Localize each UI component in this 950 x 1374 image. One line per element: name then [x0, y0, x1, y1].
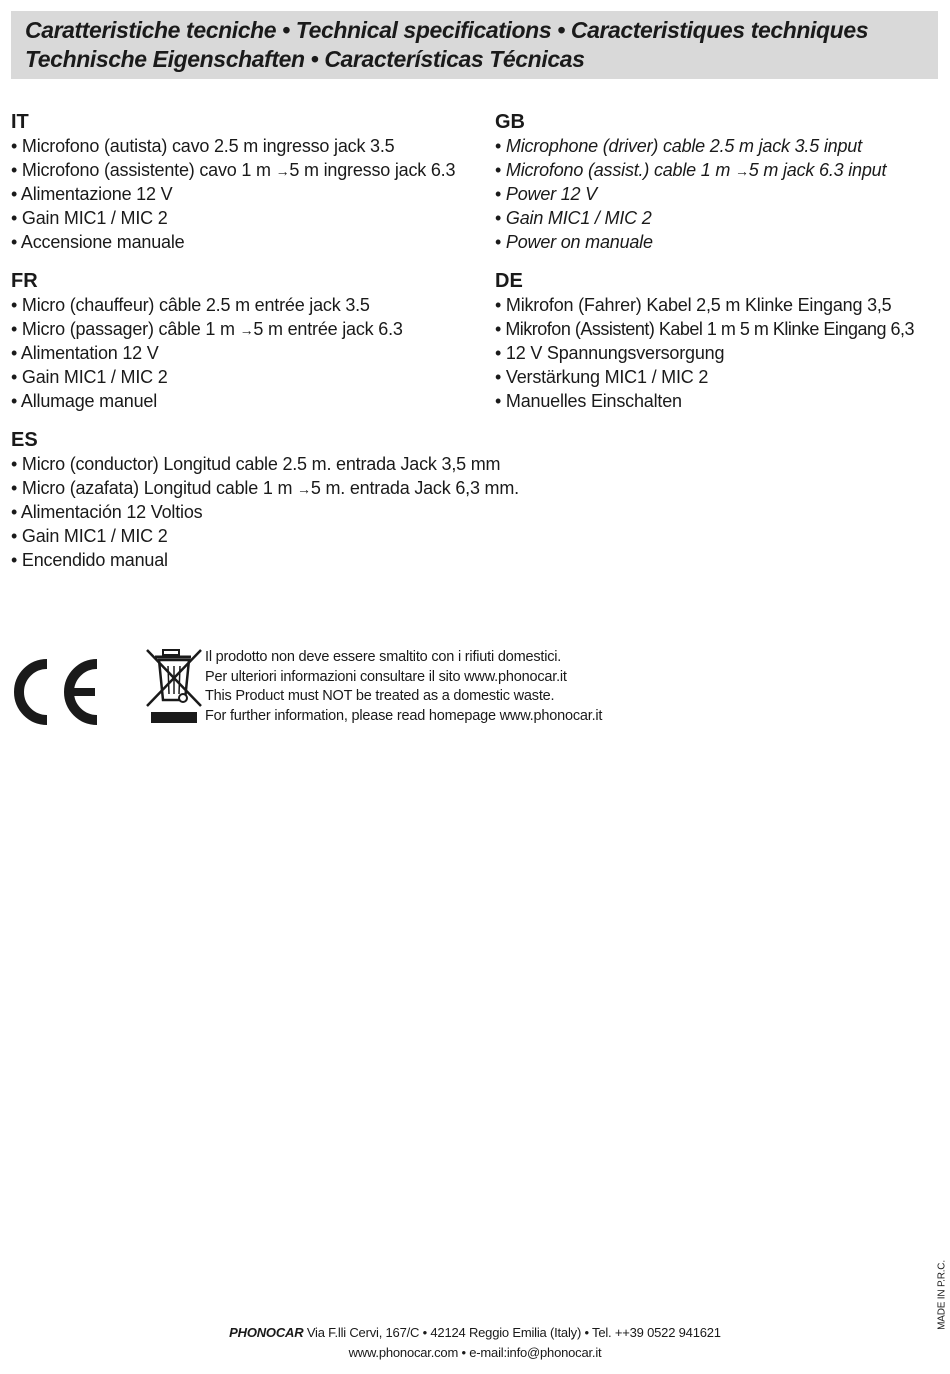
crossed-bin-icon [145, 648, 203, 724]
section-fr [11, 269, 403, 413]
spec-item: • Accensione manuale [11, 230, 455, 254]
section-title-it: IT [11, 111, 29, 133]
arrow-icon: → [734, 163, 749, 179]
spec-item: • Microfono (autista) cavo 2.5 m ingresso jack 3.5 [11, 134, 455, 158]
spec-item: • Micro (chauffeur) câble 2.5 m entrée jack 3.5 [11, 293, 403, 317]
spec-item: • Gain MIC1 / MIC 2 [11, 365, 403, 389]
spec-item: • Gain MIC1 / MIC 2 [11, 524, 519, 548]
spec-item: • Encendido manual [11, 548, 519, 572]
spec-item: • 12 V Spannungsversorgung [495, 341, 914, 365]
footer [0, 1323, 950, 1363]
header-title-line-2: Technische Eigenschaften • Características Técnicas [25, 46, 585, 72]
spec-item: • Mikrofon (Fahrer) Kabel 2,5 m Klinke Eingang 3,5 [495, 293, 914, 317]
spec-item: • Micro (passager) câble 1 m →5 m entrée jack 6.3 [11, 317, 403, 341]
spec-item: • Microphone (driver) cable 2.5 m jack 3.5 input [495, 134, 886, 158]
spec-item: • Alimentation 12 V [11, 341, 403, 365]
spec-item: • Micro (azafata) Longitud cable 1 m →5 m. entrada Jack 6,3 mm. [11, 476, 519, 500]
spec-item: • Microfono (assistente) cavo 1 m →5 m ingresso jack 6.3 [11, 158, 455, 182]
section-title-es: ES [11, 429, 38, 451]
arrow-icon: → [297, 481, 311, 497]
spec-item: • Allumage manuel [11, 389, 403, 413]
disposal-notice-line: Per ulteriori informazioni consultare il sito www.phonocar.it [205, 668, 567, 685]
spec-item: • Alimentazione 12 V [11, 182, 455, 206]
spec-item: • Power on manuale [495, 230, 886, 254]
arrow-icon: → [275, 163, 290, 179]
disposal-notice-line: For further information, please read homepage www.phonocar.it [205, 707, 603, 724]
section-title-gb: GB [495, 111, 525, 133]
section-title-de: DE [495, 270, 523, 292]
header-title-line-1: Caratteristiche tecniche • Technical specifications • Caracteristiques techniques [25, 17, 869, 43]
header-banner [11, 11, 938, 79]
section-es [11, 428, 519, 572]
spec-item: • Mikrofon (Assistent) Kabel 1 m 5 m Klinke Eingang 6,3 [495, 317, 914, 341]
footer-address: PHONOCAR Via F.lli Cervi, 167/C • 42124 Reggio Emilia (Italy) • Tel. ++39 0522 941621 [229, 1325, 721, 1340]
spec-item: • Manuelles Einschalten [495, 389, 914, 413]
footer-contacts: www.phonocar.com • e-mail:info@phonocar.it [348, 1345, 602, 1360]
disposal-notice [205, 648, 602, 726]
made-in-label: MADE IN P.R.C. [936, 1260, 948, 1330]
spec-item: • Verstärkung MIC1 / MIC 2 [495, 365, 914, 389]
spec-item: • Alimentación 12 Voltios [11, 500, 519, 524]
spec-item: • Microfono (assist.) cable 1 m →5 m jack 6.3 input [495, 158, 886, 182]
disposal-notice-line: This Product must NOT be treated as a domestic waste. [205, 688, 555, 704]
spec-item: • Gain MIC1 / MIC 2 [11, 206, 455, 230]
disposal-notice-line: Il prodotto non deve essere smaltito con i rifiuti domestici. [205, 649, 562, 665]
spec-item: • Gain MIC1 / MIC 2 [495, 206, 886, 230]
section-it [11, 110, 455, 254]
spec-item: • Power 12 V [495, 182, 886, 206]
arrow-icon: → [239, 322, 254, 338]
section-de [495, 269, 914, 413]
ce-mark-icon [11, 658, 101, 726]
section-gb [495, 110, 886, 254]
section-title-fr: FR [11, 270, 38, 292]
brand-name: PHONOCAR [229, 1325, 304, 1340]
spec-item: • Micro (conductor) Longitud cable 2.5 m. entrada Jack 3,5 mm [11, 452, 519, 476]
